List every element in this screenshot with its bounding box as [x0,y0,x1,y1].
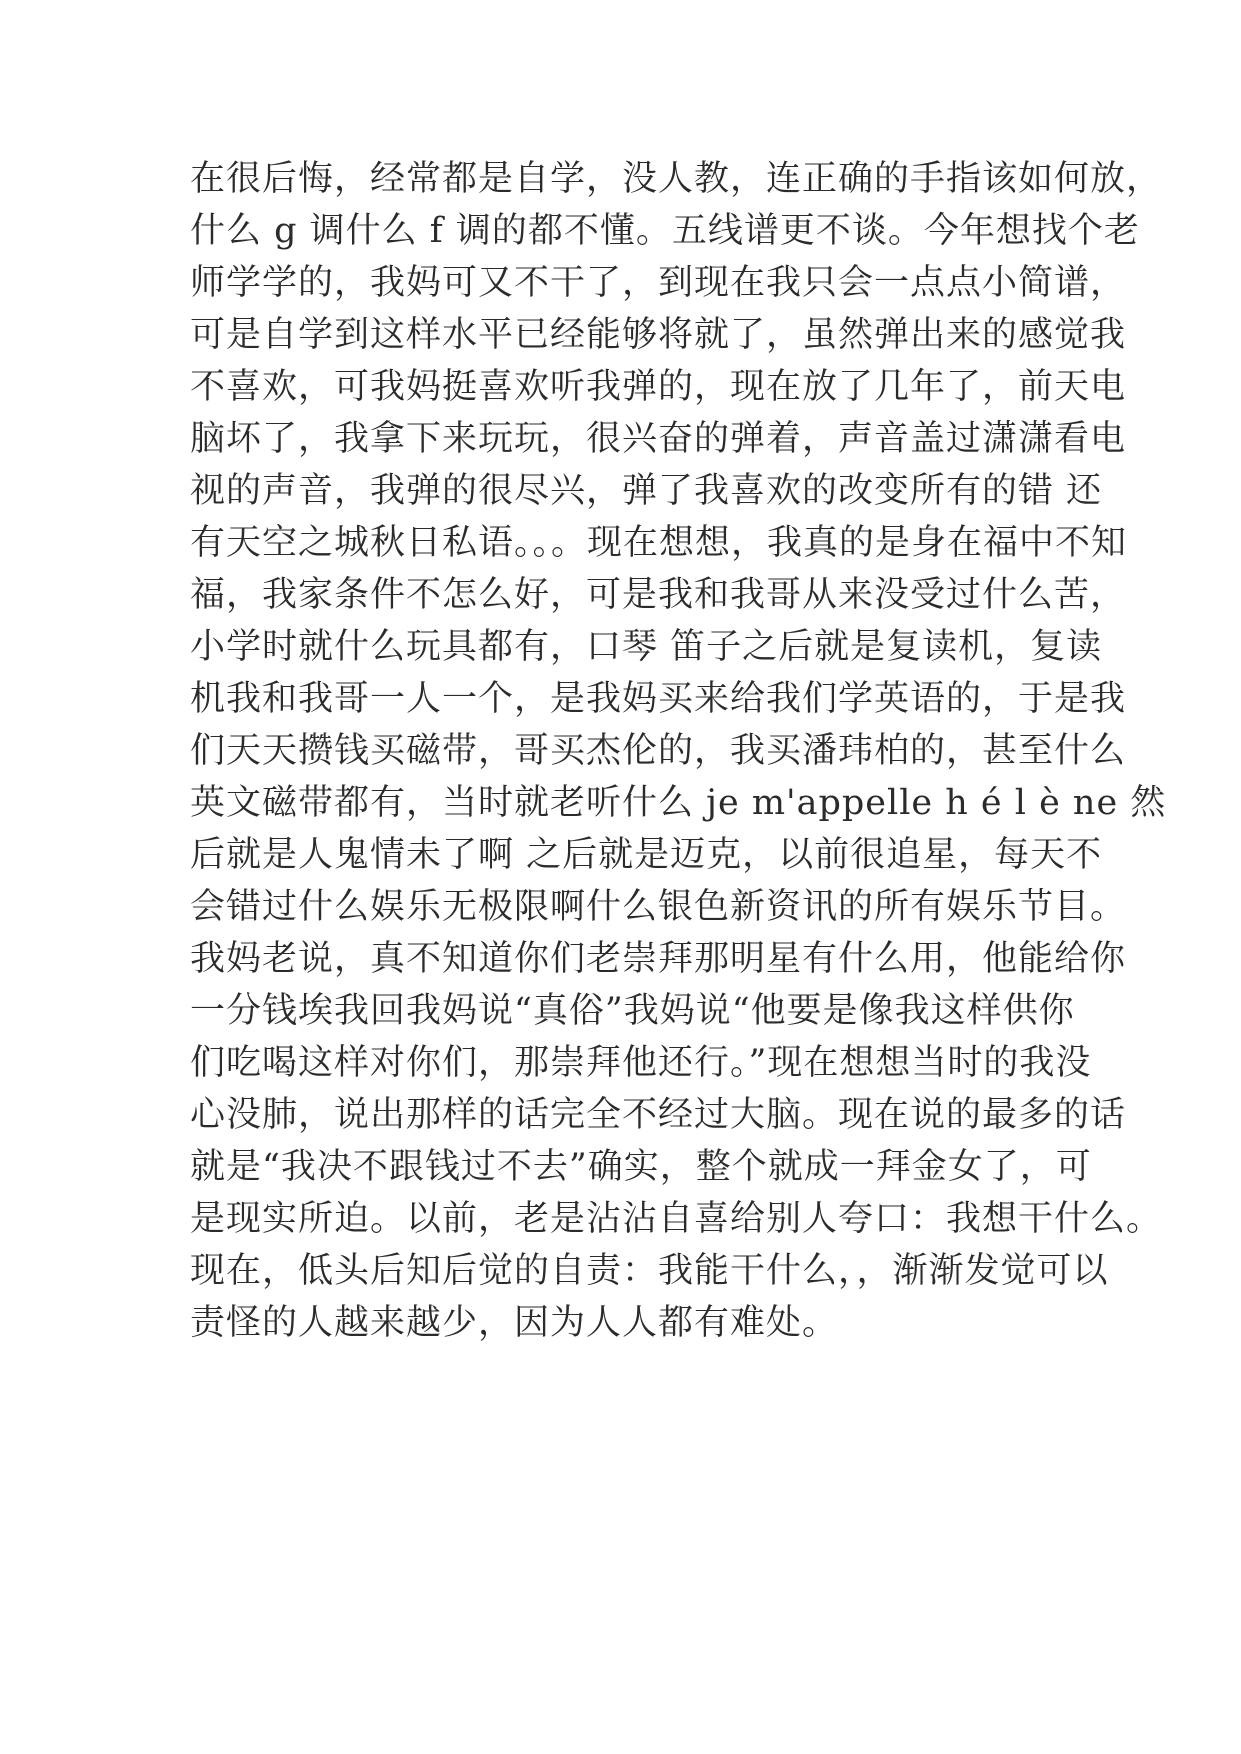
text-line: 有天空之城秋日私语。。。现在想想，我真的是身在福中不知 [190,523,1128,563]
text-line: 脑坏了，我拿下来玩玩，很兴奋的弹着，声音盖过潇潇看电 [190,419,1127,459]
text-line: 视的声音，我弹的很尽兴，弹了我喜欢的改变所有的错 还 [190,471,1103,511]
text-line: 什么 g 调什么 f 调的都不懂。五线谱更不谈。今年想找个老 [190,211,1140,251]
text-line: 是现实所迫。以前，老是沾沾自喜给别人夸口：我想干什么。 [190,1199,1163,1239]
text-line: 现在，低头后知后觉的自责：我能干什么，，渐渐发觉可以 [190,1251,1109,1291]
text-line: 们吃喝这样对你们，那崇拜他还行。”现在想想当时的我没 [190,1043,1092,1083]
text-line: 在很后悔，经常都是自学，没人教，连正确的手指该如何放， [190,159,1163,199]
text-line: 我妈老说，真不知道你们老崇拜那明星有什么用，他能给你 [190,939,1127,979]
text-line: 们天天攒钱买磁带，哥买杰伦的，我买潘玮柏的，甚至什么 [190,731,1127,771]
text-line: 英文磁带都有，当时就老听什么 je m'appelle h é l è ne 然 [190,783,1167,823]
text-line: 可是自学到这样水平已经能够将就了，虽然弹出来的感觉我 [190,315,1127,355]
text-line: 小学时就什么玩具都有，口琴 笛子之后就是复读机，复读 [190,627,1103,667]
text-line: 就是“我决不跟钱过不去”确实，整个就成一拜金女了，可 [190,1147,1092,1187]
text-line: 师学学的，我妈可又不干了，到现在我只会一点点小简谱， [190,263,1127,303]
text-line: 心没肺，说出那样的话完全不经过大脑。现在说的最多的话 [190,1095,1127,1135]
text-line: 机我和我哥一人一个，是我妈买来给我们学英语的，于是我 [190,679,1127,719]
text-line: 不喜欢，可我妈挺喜欢听我弹的，现在放了几年了，前天电 [190,367,1127,407]
body-text [190,153,1167,1349]
text-line: 后就是人鬼情未了啊 之后就是迈克，以前很追星，每天不 [190,835,1103,875]
text-line: 一分钱埃我回我妈说“真俗”我妈说“他要是像我这样供你 [190,991,1075,1031]
text-line: 福，我家条件不怎么好，可是我和我哥从来没受过什么苦， [190,575,1127,615]
text-line: 责怪的人越来越少，因为人人都有难处。 [190,1303,839,1343]
text-line: 会错过什么娱乐无极限啊什么银色新资讯的所有娱乐节目。 [190,887,1127,927]
